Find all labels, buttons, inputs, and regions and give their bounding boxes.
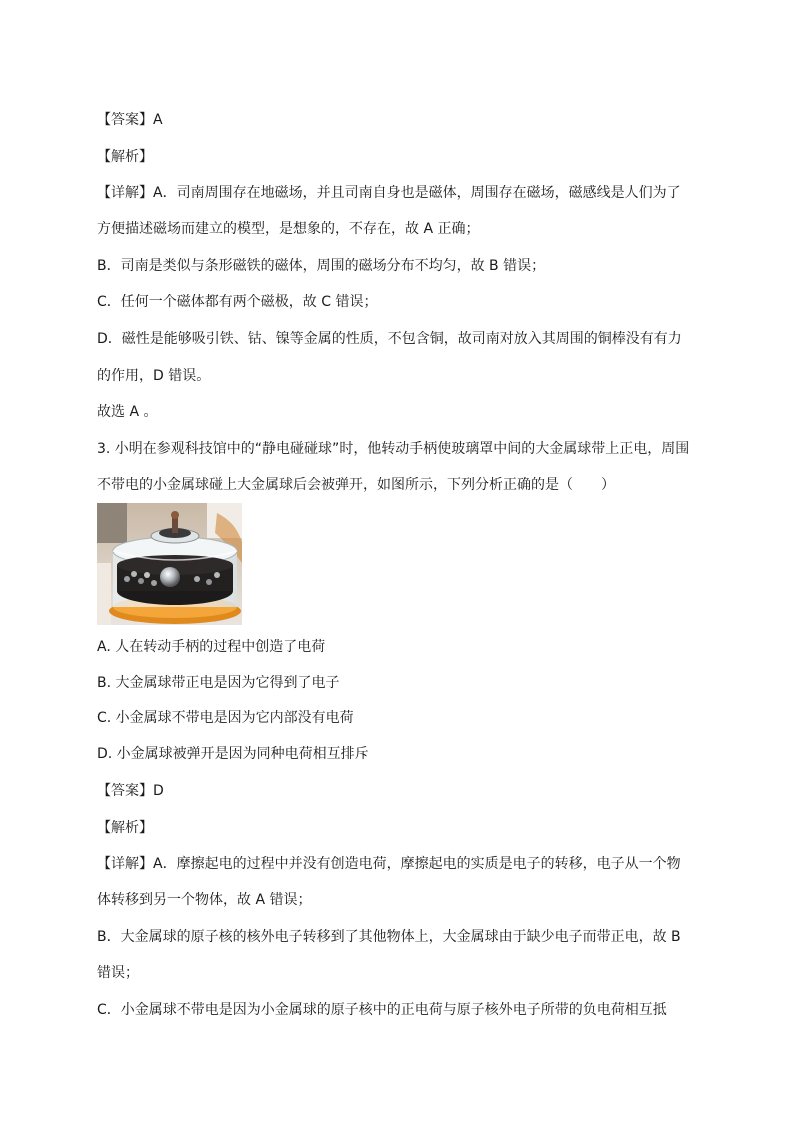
explanation-option-b-2b: 错误；: [97, 965, 139, 981]
explanation-option-c-1: C．任何一个磁体都有两个磁极，故 C 错误；: [97, 294, 378, 310]
choice-d: D. 小金属球被弹开是因为同种电荷相互排斥: [97, 746, 369, 762]
explanation-option-d-1a: D．磁性是能够吸引铁、钴、镍等金属的性质，不包含铜，故司南对放入其周围的铜棒没有有力: [97, 331, 682, 347]
question-3-stem-line2: 不带电的小金属球碰上大金属球后会被弹开，如图所示，下列分析正确的是（ ）: [97, 477, 615, 493]
detail-line-2a: 【详解】A．摩擦起电的过程中并没有创造电荷，摩擦起电的实质是电子的转移，电子从一个物: [97, 856, 681, 872]
static-ball-apparatus-photo: [97, 503, 242, 625]
answer-label-2: 【答案】D: [97, 783, 164, 799]
explanation-option-b-2a: B．大金属球的原子核的核外电子转移到了其他物体上，大金属球由于缺少电子而带正电，故 B: [97, 929, 681, 945]
analysis-heading-1: 【解析】: [97, 149, 153, 165]
detail-line-2b: 体转移到另一个物体，故 A 错误；: [97, 892, 312, 908]
conclusion-1: 故选 A 。: [97, 404, 158, 420]
explanation-option-b-1: B．司南是类似与条形磁铁的磁体，周围的磁场分布不均匀，故 B 错误；: [97, 258, 546, 274]
analysis-heading-2: 【解析】: [97, 820, 153, 836]
choice-c: C. 小金属球不带电是因为它内部没有电荷: [97, 710, 354, 726]
detail-line-1b: 方便描述磁场而建立的模型，是想象的，不存在，故 A 正确；: [97, 221, 480, 237]
explanation-option-d-1b: 的作用，D 错误。: [97, 368, 211, 384]
apparatus-photo-illustration: [97, 503, 242, 625]
choice-a: A. 人在转动手柄的过程中创造了电荷: [97, 639, 326, 655]
answer-label-1: 【答案】A: [97, 112, 163, 128]
detail-line-1a: 【详解】A．司南周围存在地磁场，并且司南自身也是磁体，周围存在磁场，磁感线是人们为了: [97, 185, 681, 201]
choice-b: B. 大金属球带正电是因为它得到了电子: [97, 675, 340, 691]
question-3-stem-line1: 3. 小明在参观科技馆中的“静电碰碰球”时，他转动手柄使玻璃罩中间的大金属球带上正电，周围: [97, 441, 690, 457]
explanation-option-c-2a: C．小金属球不带电是因为小金属球的原子核中的正电荷与原子核外电子所带的负电荷相互抵: [97, 1002, 667, 1018]
